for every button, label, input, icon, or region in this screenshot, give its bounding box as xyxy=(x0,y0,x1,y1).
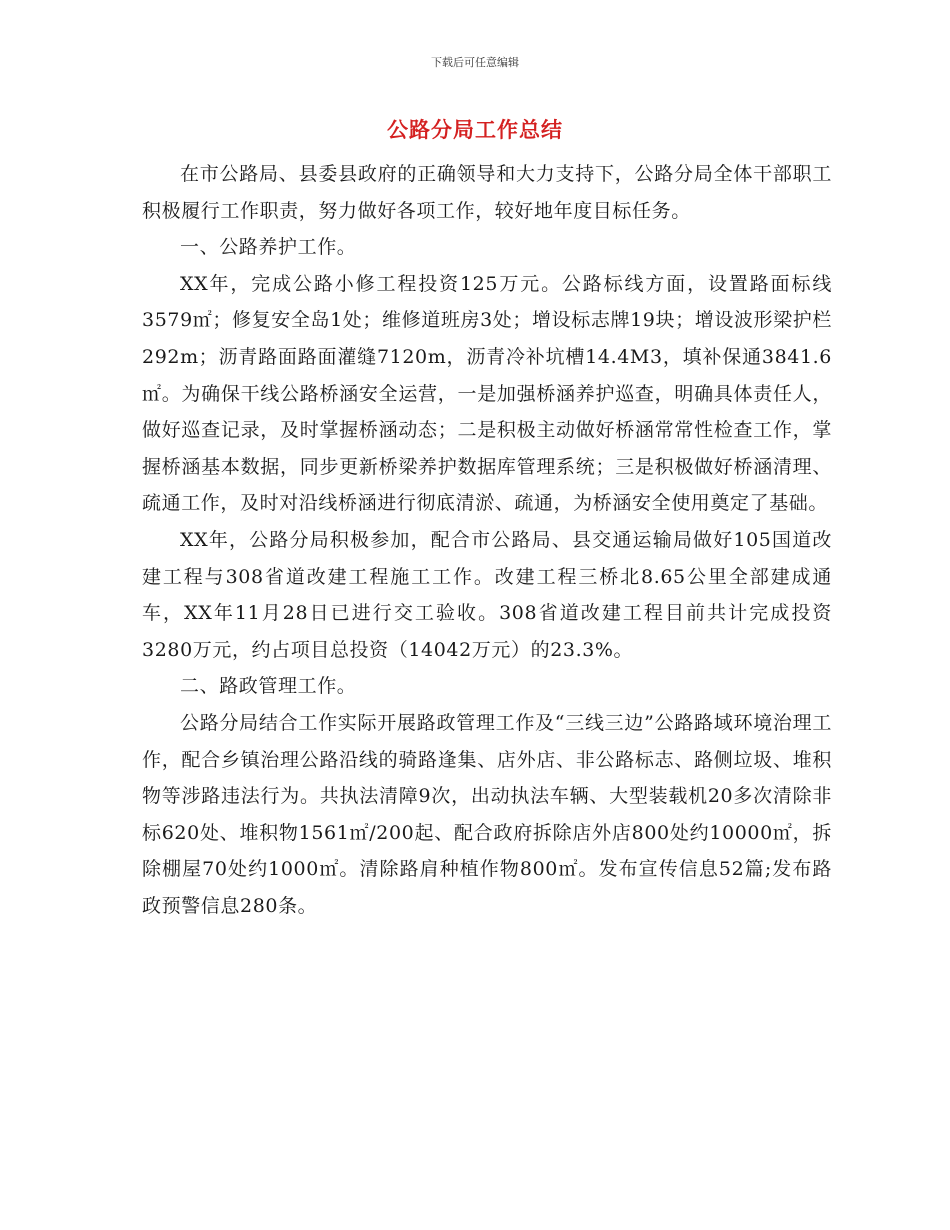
paragraph-intro: 在市公路局、县委县政府的正确领导和大力支持下，公路分局全体干部职工积极履行工作职责，努力做好各项工作，较好地年度目标任务。 xyxy=(142,163,832,222)
heading-road-administration: 二、路政管理工作。 xyxy=(180,675,357,698)
paragraph-maintenance-details: XX年，完成公路小修工程投资125万元。公路标线方面，设置路面标线3579㎡；修复安全岛1处；维修道班房3处；增设标志牌19块；增设波形梁护栏292m；沥青路面路面灌缝7120m，沥青冷补坑槽14.4M3，填补保通3841.6㎡。为确保干线公路桥涵安全运营，一是加强桥涵养护巡查，明确具体责任人，做好巡查记录，及时掌握桥涵动态；二是积极主动做好桥涵常常性检查工作，掌握桥涵基本数据，同步更新桥梁养护数据库管理系统；三是积极做好桥涵清理、疏通工作，及时对沿线桥涵进行彻底清淤、疏通，为桥涵安全使用奠定了基础。 xyxy=(142,272,832,515)
header-note: 下载后可任意编辑 xyxy=(431,56,519,69)
document-body xyxy=(142,156,832,924)
heading-road-maintenance: 一、公路养护工作。 xyxy=(180,236,357,259)
paragraph-administration-details: 公路分局结合工作实际开展路政管理工作及“三线三边”公路路域环境治理工作，配合乡镇治理公路沿线的骑路逢集、店外店、非公路标志、路侧垃圾、堆积物等涉路违法行为。共执法清障9次，出动执法车辆、大型装载机20多次清除非标620处、堆积物1561㎡/200起、配合政府拆除店外店800处约10000㎡，拆除棚屋70处约1000㎡。清除路肩种植作物800㎡。发布宣传信息52篇;发布路政预警信息280条。 xyxy=(142,711,832,917)
document-title: 公路分局工作总结 xyxy=(387,118,563,142)
paragraph-reconstruction-projects: XX年，公路分局积极参加，配合市公路局、县交通运输局做好105国道改建工程与308省道改建工程施工工作。改建工程三桥北8.65公里全部建成通车，XX年11月28日已进行交工验收。308省道改建工程目前共计完成投资3280万元，约占项目总投资（14042万元）的23.3%。 xyxy=(142,528,832,661)
